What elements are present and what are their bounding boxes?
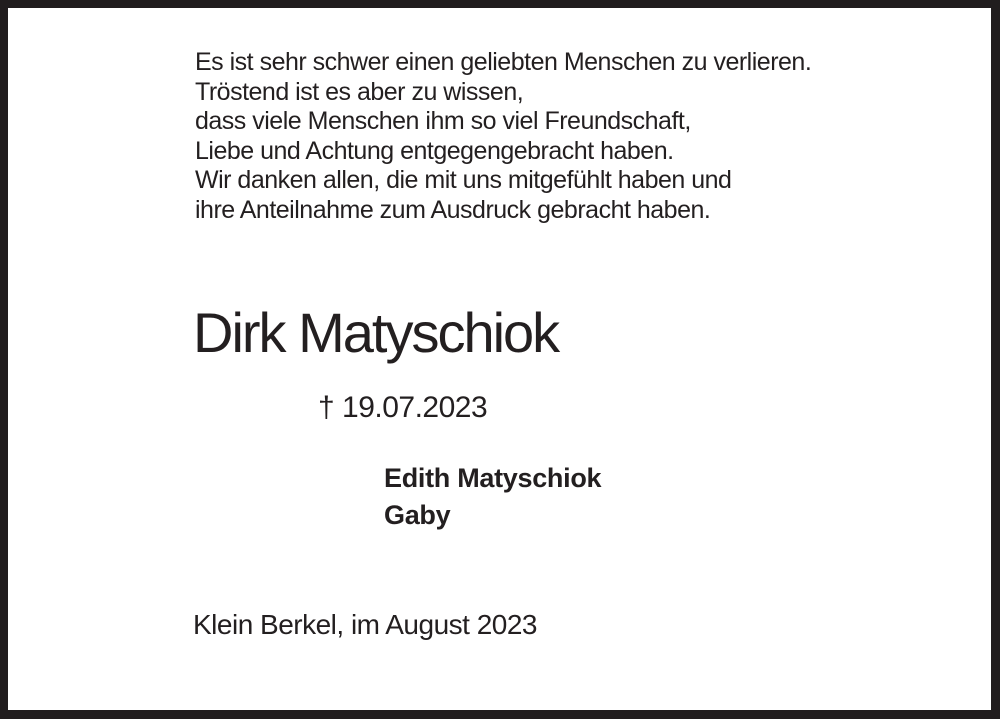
mourner-name: Gaby [384,500,451,530]
obituary-page [8,8,991,710]
mourners-list [384,460,601,534]
condolence-line: Liebe und Achtung entgegengebracht haben. [195,136,674,165]
condolence-line: Wir danken allen, die mit uns mitgefühlt haben und [195,166,732,194]
condolence-line: dass viele Menschen ihm so viel Freundschaft, [195,107,691,135]
condolence-text [195,48,811,225]
death-date: † 19.07.2023 [318,391,488,424]
mourner-name: Edith Matyschiok [384,463,602,493]
place-date-line: Klein Berkel, im August 2023 [193,609,537,640]
condolence-line: ihre Anteilnahme zum Ausdruck gebracht haben. [195,195,711,224]
deceased-name: Dirk Matyschiok [193,301,559,364]
condolence-line: Es ist sehr schwer einen geliebten Menschen zu verlieren. [195,48,812,76]
condolence-line: Tröstend ist es aber zu wissen, [195,77,524,106]
